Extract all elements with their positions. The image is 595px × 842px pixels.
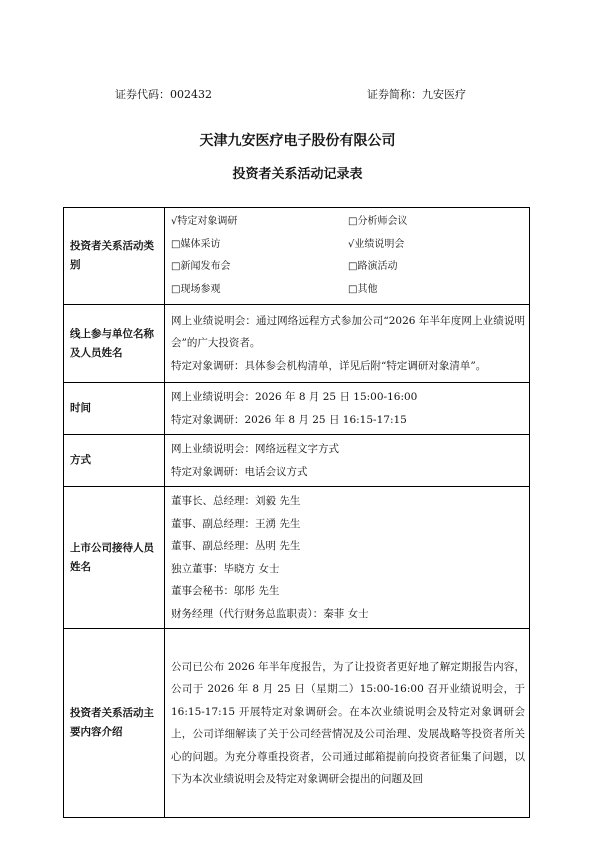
- time-online-briefing: 网上业绩说明会：2026 年 8 月 25 日 15:00-16:00: [171, 391, 418, 403]
- row-reception: [64, 487, 530, 629]
- label-main-content: 投资者关系活动主要内容介绍: [64, 629, 165, 818]
- label-method: 方式: [64, 435, 165, 487]
- time-content: [165, 383, 530, 435]
- reception-deputy-gm-2: 董事、副总经理：丛明 先生: [171, 540, 301, 552]
- row-time: [64, 383, 530, 435]
- method-specific-research: 特定对象调研：电话会议方式: [171, 465, 308, 478]
- label-reception: 上市公司接待人员姓名: [64, 487, 165, 629]
- time-specific-research: 特定对象调研：2026 年 8 月 25 日 16:15-17:15: [171, 413, 407, 426]
- reception-finance-manager: 财务经理（代行财务总监职责）：秦菲 女士: [171, 607, 369, 620]
- label-participants: 线上参与单位名称及人员姓名: [64, 305, 165, 383]
- participants-online: 网上业绩说明会：通过网络远程方式参加公司“2026 年半年度网上业绩说明会”的广大投资者。: [171, 314, 525, 350]
- form-title: 投资者关系活动记录表: [232, 167, 363, 182]
- row-participants: [64, 305, 530, 383]
- main-content-text: 公司已公布 2026 年半年度报告，为了让投资者更好地了解定期报告内容，公司于 2026 年 8 月 25 日（星期二）15:00-16:00 召开业绩说明会，于 16:15-17:15 开展特定对象调研会。在本次业绩说明会及特定对象调研会上，公司详细解读了关于公司经营情况及公司治理、发展战略等投资者所关心的问题。为充分尊重投资者，公司通过邮箱提前向投资者征集了问题，以下为本次业绩说明会及特定对象调研会提出的问题及回: [171, 660, 525, 785]
- reception-independent-director: 独立董事：毕晓方 女士: [171, 562, 280, 575]
- reception-board-secretary: 董事会秘书：邬彤 先生: [171, 585, 280, 597]
- method-content: [165, 435, 530, 487]
- row-activity-category: [64, 208, 530, 305]
- option-press-conference: □新闻发布会: [171, 261, 231, 272]
- option-analyst-meeting: □分析师会议: [348, 216, 408, 227]
- stock-code: 证券代码：002432: [115, 88, 212, 101]
- reception-deputy-gm-1: 董事、副总经理：王湧 先生: [171, 517, 301, 530]
- stock-abbreviation: 证券简称：九安医疗: [367, 88, 466, 101]
- option-specific-research: √特定对象调研: [171, 216, 238, 227]
- row-main-content: [64, 629, 530, 818]
- option-site-visit: □现场参观: [171, 283, 221, 295]
- option-performance-briefing: √业绩说明会: [348, 238, 405, 250]
- reception-chairman: 董事长、总经理：刘毅 先生: [171, 495, 301, 507]
- label-activity-category: 投资者关系活动类别: [64, 208, 165, 305]
- participants-research: 特定对象调研：具体参会机构清单，详见后附“特定调研对象清单”。: [171, 359, 487, 372]
- method-online-briefing: 网上业绩说明会：网络远程文字方式: [171, 443, 339, 455]
- option-roadshow: □路演活动: [348, 261, 398, 272]
- row-method: [64, 435, 530, 487]
- activity-category-options: [165, 208, 530, 305]
- record-table: [63, 207, 530, 818]
- option-media-interview: □媒体采访: [171, 238, 221, 250]
- option-other: □其他: [348, 283, 378, 295]
- label-time: 时间: [64, 383, 165, 435]
- company-name: 天津九安医疗电子股份有限公司: [199, 133, 396, 149]
- reception-content: [165, 487, 530, 629]
- main-content: [165, 629, 530, 818]
- participants-content: [165, 305, 530, 383]
